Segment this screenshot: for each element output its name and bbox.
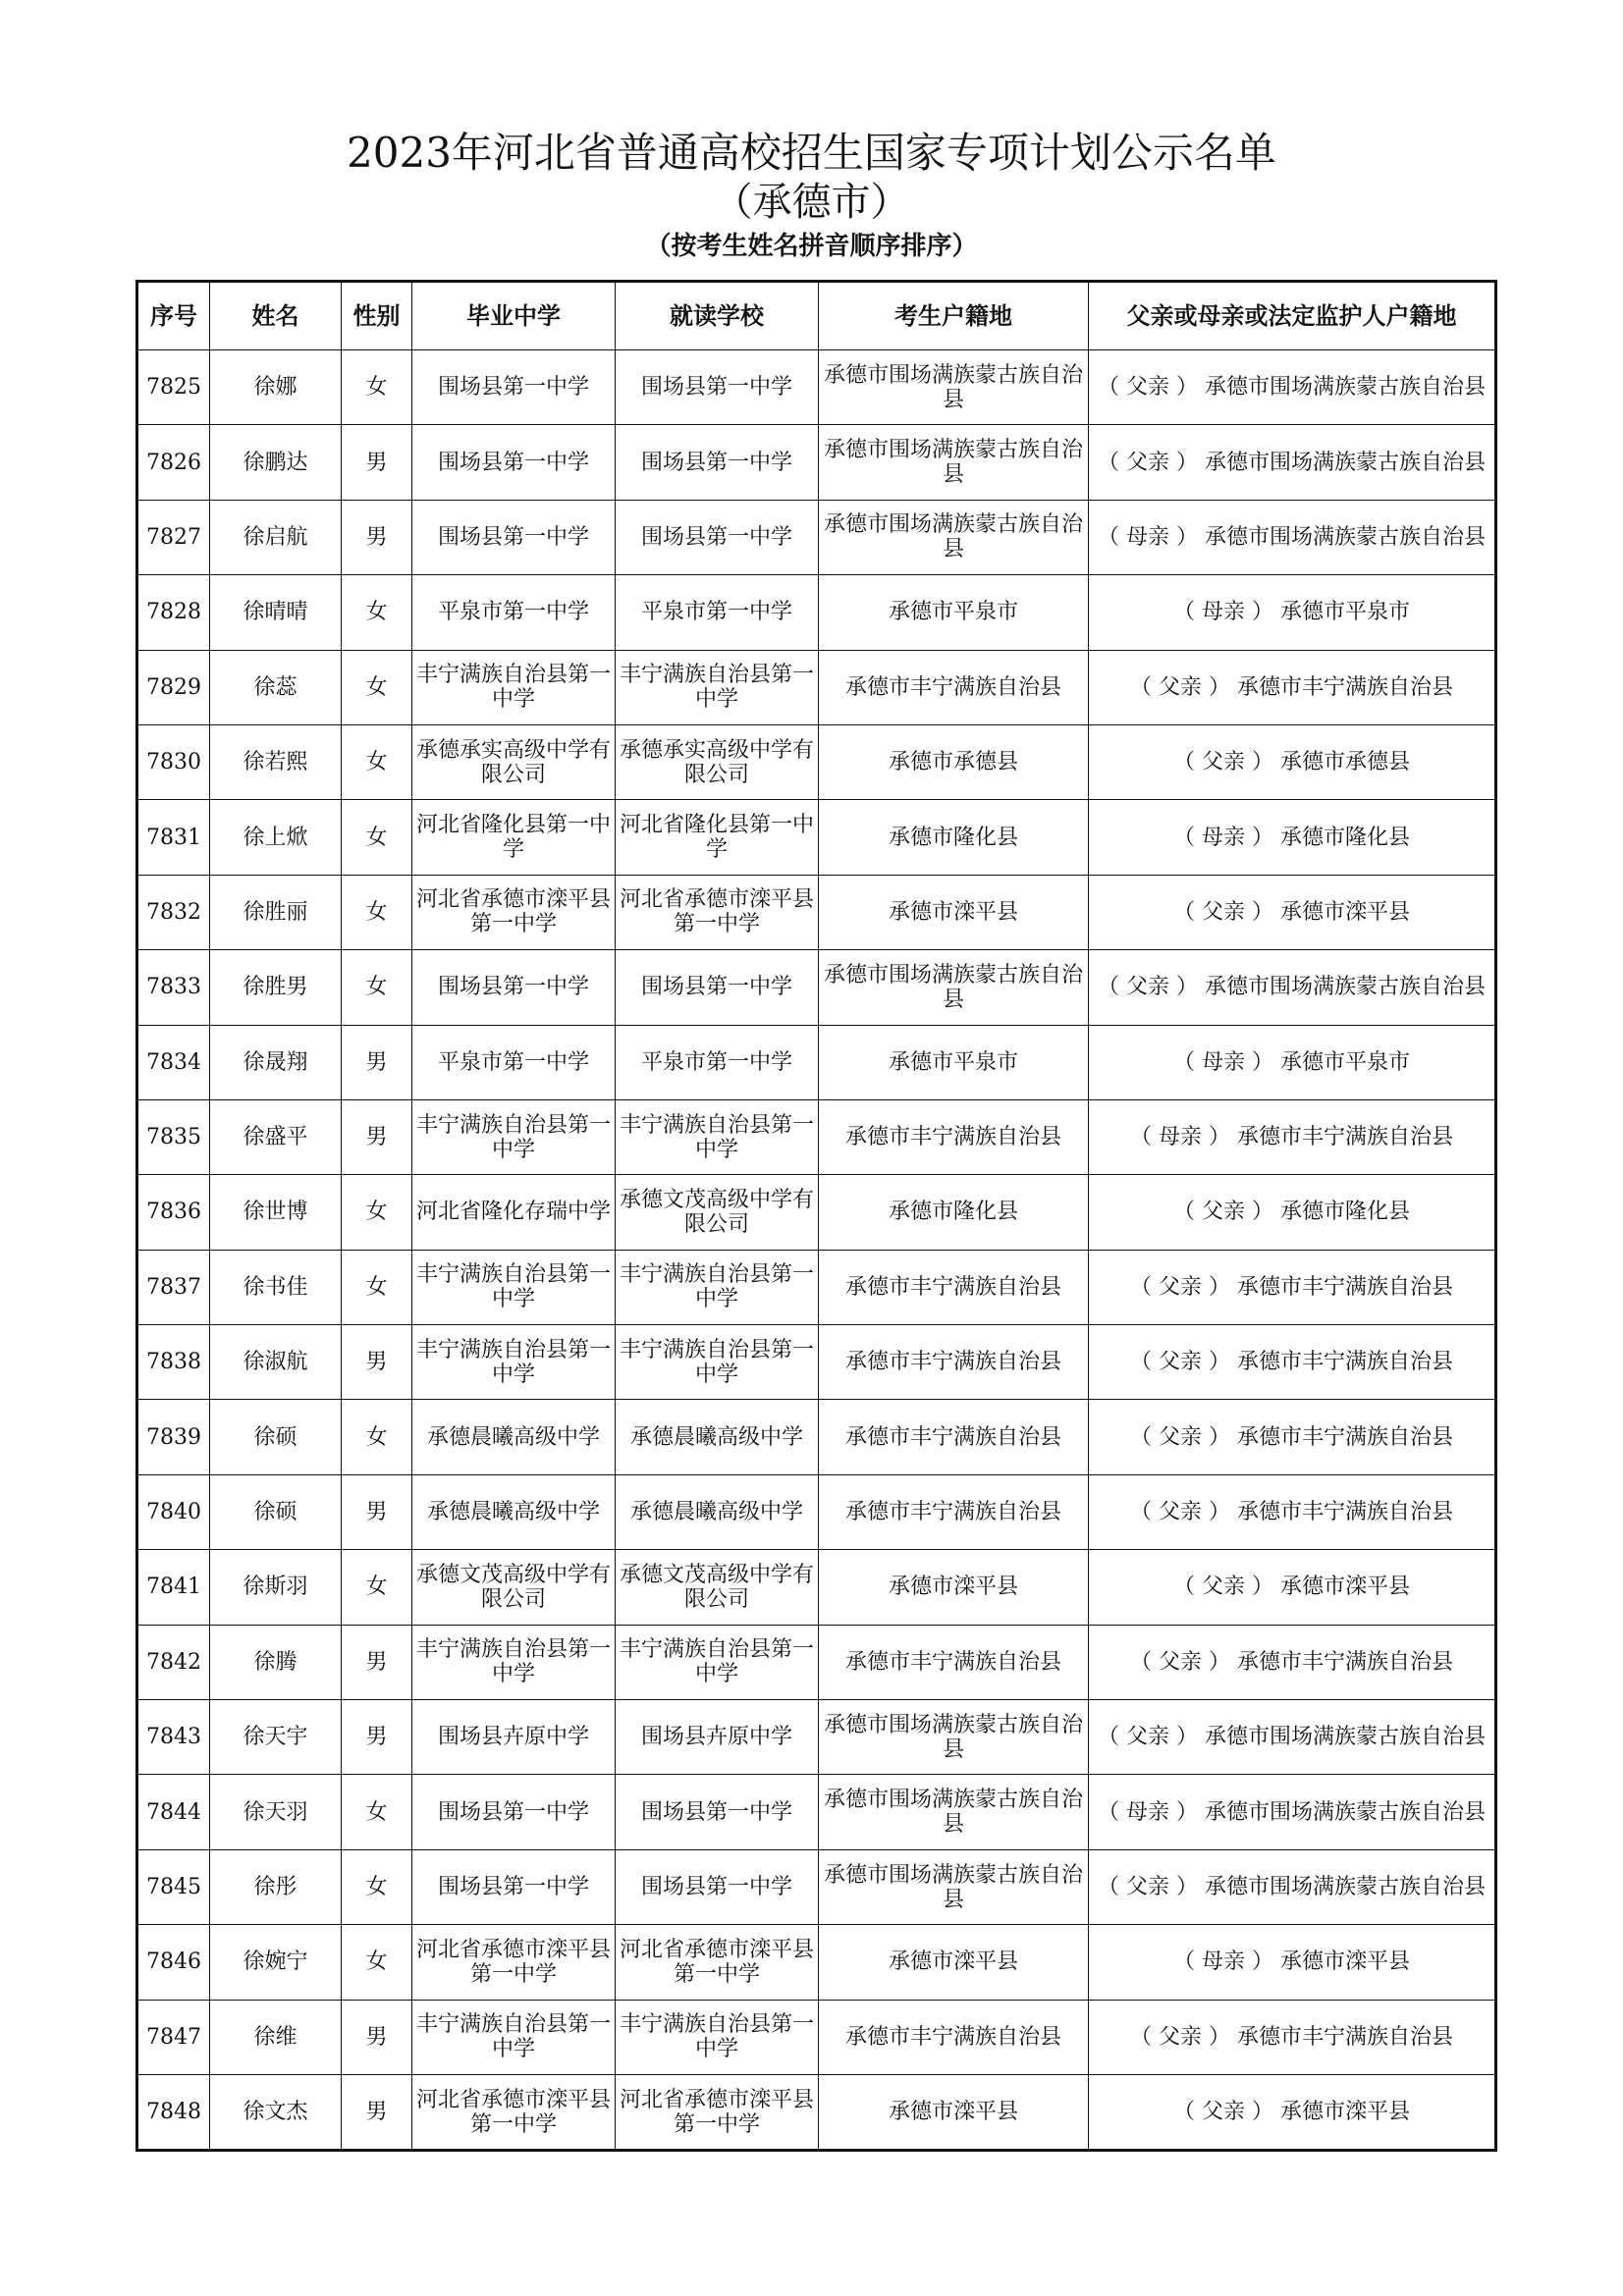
cell-seq: 7841 xyxy=(137,1550,210,1625)
cell-gender: 男 xyxy=(342,1099,412,1174)
cell-guardian-hukou: （ 父亲 ） 承德市丰宁满族自治县 xyxy=(1089,1474,1496,1549)
table-row xyxy=(137,800,1496,875)
cell-hukou: 承德市围场满族蒙古族自治县 xyxy=(819,425,1089,500)
table-row xyxy=(137,650,1496,724)
table-row xyxy=(137,1925,1496,2000)
cell-name: 徐盛平 xyxy=(210,1099,342,1174)
cell-hukou: 承德市围场满族蒙古族自治县 xyxy=(819,1775,1089,1849)
cell-seq: 7836 xyxy=(137,1175,210,1250)
column-header-study-school: 就读学校 xyxy=(616,282,819,350)
table-row xyxy=(137,1400,1496,1474)
cell-seq: 7839 xyxy=(137,1400,210,1474)
cell-grad-school: 河北省隆化存瑞中学 xyxy=(412,1175,616,1250)
cell-study-school: 围场县第一中学 xyxy=(616,1775,819,1849)
cell-study-school: 河北省承德市滦平县第一中学 xyxy=(616,875,819,949)
column-header-guardian-hukou: 父亲或母亲或法定监护人户籍地 xyxy=(1089,282,1496,350)
cell-guardian-hukou: （ 父亲 ） 承德市丰宁满族自治县 xyxy=(1089,2000,1496,2074)
cell-gender: 女 xyxy=(342,1400,412,1474)
cell-grad-school: 围场县第一中学 xyxy=(412,1775,616,1849)
cell-grad-school: 承德晨曦高级中学 xyxy=(412,1400,616,1474)
cell-seq: 7838 xyxy=(137,1325,210,1400)
cell-grad-school: 围场县第一中学 xyxy=(412,500,616,574)
cell-name: 徐天羽 xyxy=(210,1775,342,1849)
cell-seq: 7846 xyxy=(137,1925,210,2000)
cell-grad-school: 承德文茂高级中学有限公司 xyxy=(412,1550,616,1625)
cell-hukou: 承德市围场满族蒙古族自治县 xyxy=(819,350,1089,425)
cell-study-school: 丰宁满族自治县第一中学 xyxy=(616,650,819,724)
cell-hukou: 承德市承德县 xyxy=(819,724,1089,799)
cell-name: 徐娜 xyxy=(210,350,342,425)
cell-guardian-hukou: （ 父亲 ） 承德市围场满族蒙古族自治县 xyxy=(1089,425,1496,500)
cell-seq: 7845 xyxy=(137,1849,210,1924)
cell-seq: 7844 xyxy=(137,1775,210,1849)
cell-guardian-hukou: （ 父亲 ） 承德市围场满族蒙古族自治县 xyxy=(1089,1849,1496,1924)
cell-guardian-hukou: （ 母亲 ） 承德市围场满族蒙古族自治县 xyxy=(1089,500,1496,574)
roster-table xyxy=(135,280,1497,2152)
cell-name: 徐胜男 xyxy=(210,950,342,1025)
cell-guardian-hukou: （ 父亲 ） 承德市滦平县 xyxy=(1089,2074,1496,2150)
cell-name: 徐天宇 xyxy=(210,1700,342,1775)
cell-hukou: 承德市丰宁满族自治县 xyxy=(819,650,1089,724)
table-row xyxy=(137,724,1496,799)
cell-hukou: 承德市滦平县 xyxy=(819,2074,1089,2150)
cell-name: 徐斯羽 xyxy=(210,1550,342,1625)
cell-seq: 7825 xyxy=(137,350,210,425)
cell-gender: 女 xyxy=(342,950,412,1025)
cell-hukou: 承德市滦平县 xyxy=(819,875,1089,949)
cell-gender: 男 xyxy=(342,1625,412,1699)
cell-guardian-hukou: （ 父亲 ） 承德市丰宁满族自治县 xyxy=(1089,1625,1496,1699)
cell-seq: 7832 xyxy=(137,875,210,949)
cell-study-school: 围场县第一中学 xyxy=(616,500,819,574)
cell-hukou: 承德市隆化县 xyxy=(819,800,1089,875)
cell-guardian-hukou: （ 父亲 ） 承德市围场满族蒙古族自治县 xyxy=(1089,350,1496,425)
column-header-gender: 性别 xyxy=(342,282,412,350)
cell-hukou: 承德市丰宁满族自治县 xyxy=(819,1250,1089,1324)
cell-seq: 7826 xyxy=(137,425,210,500)
cell-gender: 男 xyxy=(342,2000,412,2074)
table-row xyxy=(137,1625,1496,1699)
cell-guardian-hukou: （ 父亲 ） 承德市滦平县 xyxy=(1089,1550,1496,1625)
cell-gender: 女 xyxy=(342,575,412,650)
cell-name: 徐启航 xyxy=(210,500,342,574)
cell-study-school: 河北省承德市滦平县第一中学 xyxy=(616,2074,819,2150)
table-row xyxy=(137,875,1496,949)
cell-hukou: 承德市平泉市 xyxy=(819,575,1089,650)
cell-study-school: 围场县第一中学 xyxy=(616,350,819,425)
cell-grad-school: 围场县第一中学 xyxy=(412,1849,616,1924)
cell-study-school: 承德晨曦高级中学 xyxy=(616,1400,819,1474)
cell-seq: 7831 xyxy=(137,800,210,875)
cell-guardian-hukou: （ 父亲 ） 承德市围场满族蒙古族自治县 xyxy=(1089,950,1496,1025)
cell-grad-school: 围场县卉原中学 xyxy=(412,1700,616,1775)
cell-study-school: 承德承实高级中学有限公司 xyxy=(616,724,819,799)
cell-name: 徐维 xyxy=(210,2000,342,2074)
cell-guardian-hukou: （ 父亲 ） 承德市丰宁满族自治县 xyxy=(1089,1325,1496,1400)
cell-study-school: 丰宁满族自治县第一中学 xyxy=(616,1250,819,1324)
cell-grad-school: 河北省承德市滦平县第一中学 xyxy=(412,1925,616,2000)
table-row xyxy=(137,1700,1496,1775)
table-row xyxy=(137,1775,1496,1849)
cell-gender: 男 xyxy=(342,1700,412,1775)
cell-name: 徐彤 xyxy=(210,1849,342,1924)
cell-study-school: 围场县卉原中学 xyxy=(616,1700,819,1775)
cell-hukou: 承德市滦平县 xyxy=(819,1550,1089,1625)
cell-gender: 男 xyxy=(342,1474,412,1549)
cell-study-school: 平泉市第一中学 xyxy=(616,575,819,650)
cell-grad-school: 丰宁满族自治县第一中学 xyxy=(412,2000,616,2074)
cell-study-school: 丰宁满族自治县第一中学 xyxy=(616,1099,819,1174)
cell-name: 徐淑航 xyxy=(210,1325,342,1400)
table-header-row xyxy=(137,282,1496,350)
cell-seq: 7848 xyxy=(137,2074,210,2150)
cell-study-school: 丰宁满族自治县第一中学 xyxy=(616,1625,819,1699)
cell-name: 徐上焮 xyxy=(210,800,342,875)
cell-study-school: 围场县第一中学 xyxy=(616,425,819,500)
cell-name: 徐胜丽 xyxy=(210,875,342,949)
cell-seq: 7843 xyxy=(137,1700,210,1775)
cell-hukou: 承德市丰宁满族自治县 xyxy=(819,1099,1089,1174)
cell-gender: 女 xyxy=(342,1775,412,1849)
cell-grad-school: 丰宁满族自治县第一中学 xyxy=(412,1099,616,1174)
cell-guardian-hukou: （ 父亲 ） 承德市丰宁满族自治县 xyxy=(1089,650,1496,724)
cell-gender: 女 xyxy=(342,1175,412,1250)
cell-gender: 女 xyxy=(342,800,412,875)
cell-hukou: 承德市丰宁满族自治县 xyxy=(819,2000,1089,2074)
table-row xyxy=(137,500,1496,574)
cell-guardian-hukou: （ 母亲 ） 承德市围场满族蒙古族自治县 xyxy=(1089,1775,1496,1849)
cell-name: 徐文杰 xyxy=(210,2074,342,2150)
cell-seq: 7842 xyxy=(137,1625,210,1699)
cell-study-school: 平泉市第一中学 xyxy=(616,1025,819,1099)
cell-grad-school: 承德承实高级中学有限公司 xyxy=(412,724,616,799)
table-row xyxy=(137,575,1496,650)
cell-gender: 男 xyxy=(342,1025,412,1099)
cell-study-school: 围场县第一中学 xyxy=(616,950,819,1025)
table-row xyxy=(137,1550,1496,1625)
table-row xyxy=(137,1175,1496,1250)
column-header-name: 姓名 xyxy=(210,282,342,350)
cell-gender: 男 xyxy=(342,2074,412,2150)
cell-seq: 7837 xyxy=(137,1250,210,1324)
table-row xyxy=(137,350,1496,425)
cell-hukou: 承德市滦平县 xyxy=(819,1925,1089,2000)
table-row xyxy=(137,2000,1496,2074)
cell-guardian-hukou: （ 母亲 ） 承德市平泉市 xyxy=(1089,575,1496,650)
cell-guardian-hukou: （ 母亲 ） 承德市平泉市 xyxy=(1089,1025,1496,1099)
cell-seq: 7847 xyxy=(137,2000,210,2074)
column-header-hukou: 考生户籍地 xyxy=(819,282,1089,350)
cell-name: 徐硕 xyxy=(210,1474,342,1549)
cell-grad-school: 围场县第一中学 xyxy=(412,425,616,500)
cell-grad-school: 河北省承德市滦平县第一中学 xyxy=(412,2074,616,2150)
cell-study-school: 丰宁满族自治县第一中学 xyxy=(616,1325,819,1400)
cell-name: 徐婉宁 xyxy=(210,1925,342,2000)
cell-gender: 女 xyxy=(342,650,412,724)
cell-seq: 7830 xyxy=(137,724,210,799)
cell-study-school: 承德文茂高级中学有限公司 xyxy=(616,1550,819,1625)
table-row xyxy=(137,1474,1496,1549)
cell-name: 徐世博 xyxy=(210,1175,342,1250)
cell-hukou: 承德市隆化县 xyxy=(819,1175,1089,1250)
table-row xyxy=(137,1250,1496,1324)
cell-hukou: 承德市丰宁满族自治县 xyxy=(819,1400,1089,1474)
cell-name: 徐鹏达 xyxy=(210,425,342,500)
cell-study-school: 承德文茂高级中学有限公司 xyxy=(616,1175,819,1250)
page-title: 2023年河北省普通高校招生国家专项计划公示名单 xyxy=(347,129,1276,177)
document-header xyxy=(0,128,1623,263)
cell-study-school: 围场县第一中学 xyxy=(616,1849,819,1924)
cell-name: 徐书佳 xyxy=(210,1250,342,1324)
cell-study-school: 河北省承德市滦平县第一中学 xyxy=(616,1925,819,2000)
table-row xyxy=(137,425,1496,500)
cell-hukou: 承德市丰宁满族自治县 xyxy=(819,1625,1089,1699)
page-subtitle: （承德市） xyxy=(713,180,910,225)
cell-study-school: 丰宁满族自治县第一中学 xyxy=(616,2000,819,2074)
cell-name: 徐若熙 xyxy=(210,724,342,799)
table-body xyxy=(137,350,1496,2151)
table-row xyxy=(137,1849,1496,1924)
cell-grad-school: 丰宁满族自治县第一中学 xyxy=(412,1325,616,1400)
cell-guardian-hukou: （ 父亲 ） 承德市隆化县 xyxy=(1089,1175,1496,1250)
cell-gender: 男 xyxy=(342,500,412,574)
column-header-seq: 序号 xyxy=(137,282,210,350)
cell-grad-school: 平泉市第一中学 xyxy=(412,1025,616,1099)
cell-name: 徐硕 xyxy=(210,1400,342,1474)
cell-study-school: 承德晨曦高级中学 xyxy=(616,1474,819,1549)
cell-name: 徐腾 xyxy=(210,1625,342,1699)
cell-gender: 女 xyxy=(342,1550,412,1625)
cell-gender: 女 xyxy=(342,350,412,425)
cell-hukou: 承德市围场满族蒙古族自治县 xyxy=(819,500,1089,574)
cell-gender: 女 xyxy=(342,1250,412,1324)
cell-hukou: 承德市平泉市 xyxy=(819,1025,1089,1099)
cell-name: 徐蕊 xyxy=(210,650,342,724)
table-row xyxy=(137,1099,1496,1174)
column-header-grad-school: 毕业中学 xyxy=(412,282,616,350)
cell-guardian-hukou: （ 母亲 ） 承德市丰宁满族自治县 xyxy=(1089,1099,1496,1174)
cell-seq: 7835 xyxy=(137,1099,210,1174)
cell-grad-school: 河北省隆化县第一中学 xyxy=(412,800,616,875)
table-row xyxy=(137,2074,1496,2150)
cell-grad-school: 平泉市第一中学 xyxy=(412,575,616,650)
cell-guardian-hukou: （ 父亲 ） 承德市滦平县 xyxy=(1089,875,1496,949)
cell-hukou: 承德市围场满族蒙古族自治县 xyxy=(819,950,1089,1025)
cell-seq: 7827 xyxy=(137,500,210,574)
cell-grad-school: 河北省承德市滦平县第一中学 xyxy=(412,875,616,949)
sort-note: （按考生姓名拼音顺序排序） xyxy=(645,232,978,261)
cell-hukou: 承德市围场满族蒙古族自治县 xyxy=(819,1700,1089,1775)
cell-grad-school: 围场县第一中学 xyxy=(412,350,616,425)
cell-grad-school: 丰宁满族自治县第一中学 xyxy=(412,650,616,724)
cell-gender: 女 xyxy=(342,1849,412,1924)
cell-seq: 7833 xyxy=(137,950,210,1025)
cell-name: 徐晟翔 xyxy=(210,1025,342,1099)
cell-guardian-hukou: （ 母亲 ） 承德市滦平县 xyxy=(1089,1925,1496,2000)
cell-guardian-hukou: （ 父亲 ） 承德市丰宁满族自治县 xyxy=(1089,1400,1496,1474)
cell-gender: 男 xyxy=(342,425,412,500)
cell-seq: 7834 xyxy=(137,1025,210,1099)
cell-hukou: 承德市丰宁满族自治县 xyxy=(819,1325,1089,1400)
cell-gender: 女 xyxy=(342,1925,412,2000)
cell-gender: 女 xyxy=(342,724,412,799)
cell-study-school: 河北省隆化县第一中学 xyxy=(616,800,819,875)
table-row xyxy=(137,950,1496,1025)
cell-gender: 女 xyxy=(342,875,412,949)
cell-hukou: 承德市丰宁满族自治县 xyxy=(819,1474,1089,1549)
cell-seq: 7840 xyxy=(137,1474,210,1549)
cell-seq: 7829 xyxy=(137,650,210,724)
table-row xyxy=(137,1025,1496,1099)
cell-guardian-hukou: （ 父亲 ） 承德市承德县 xyxy=(1089,724,1496,799)
cell-guardian-hukou: （ 父亲 ） 承德市丰宁满族自治县 xyxy=(1089,1250,1496,1324)
cell-name: 徐晴晴 xyxy=(210,575,342,650)
cell-gender: 男 xyxy=(342,1325,412,1400)
cell-guardian-hukou: （ 父亲 ） 承德市围场满族蒙古族自治县 xyxy=(1089,1700,1496,1775)
cell-grad-school: 承德晨曦高级中学 xyxy=(412,1474,616,1549)
cell-hukou: 承德市围场满族蒙古族自治县 xyxy=(819,1849,1089,1924)
cell-grad-school: 围场县第一中学 xyxy=(412,950,616,1025)
cell-seq: 7828 xyxy=(137,575,210,650)
table-row xyxy=(137,1325,1496,1400)
cell-guardian-hukou: （ 母亲 ） 承德市隆化县 xyxy=(1089,800,1496,875)
cell-grad-school: 丰宁满族自治县第一中学 xyxy=(412,1625,616,1699)
cell-grad-school: 丰宁满族自治县第一中学 xyxy=(412,1250,616,1324)
